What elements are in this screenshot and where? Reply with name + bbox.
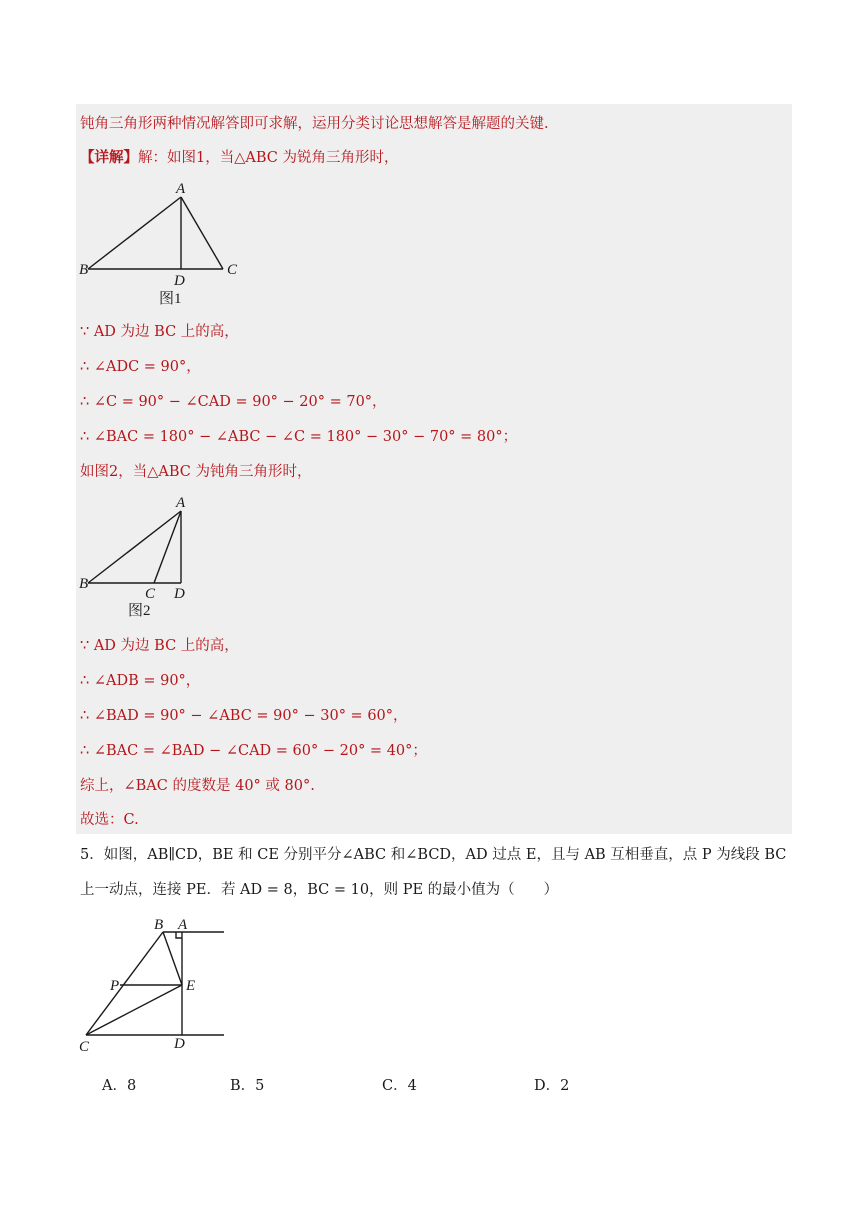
segment-ce xyxy=(86,985,182,1035)
option-a[interactable]: A．8 xyxy=(102,1078,137,1094)
question-figure xyxy=(76,914,236,1059)
option-d[interactable]: D．2 xyxy=(534,1078,570,1094)
fig1-label-d: D xyxy=(174,273,185,289)
qfig-label-p: P xyxy=(110,978,120,994)
case1-line-1: ∵ AD 为边 BC 上的高， xyxy=(80,324,239,340)
fig1-label-b: B xyxy=(79,262,89,278)
qfig-label-d: D xyxy=(174,1036,185,1052)
case2-intro: 如图2，当△ABC 为钝角三角形时， xyxy=(80,464,312,480)
fig1-caption: 图1 xyxy=(159,291,182,307)
case1-line-3: ∴ ∠C = 90° − ∠CAD = 90° − 20° = 70°， xyxy=(80,394,387,410)
option-b[interactable]: B．5 xyxy=(230,1078,265,1094)
fig1-side-ac xyxy=(181,197,223,269)
fig2-label-a: A xyxy=(176,495,186,511)
qfig-label-e: E xyxy=(186,978,196,994)
fig2-caption: 图2 xyxy=(128,603,151,619)
option-c[interactable]: C．4 xyxy=(382,1078,417,1094)
fig1-label-c: C xyxy=(227,262,238,278)
qfig-label-c: C xyxy=(79,1039,90,1055)
segment-bc xyxy=(86,932,163,1035)
case2-line-4: ∴ ∠BAC = ∠BAD − ∠CAD = 60° − 20° = 40°； xyxy=(80,743,427,759)
fig1-label-a: A xyxy=(176,181,186,197)
summary-line: 综上，∠BAC 的度数是 40° 或 80°. xyxy=(80,778,315,794)
case2-line-3: ∴ ∠BAD = 90° − ∠ABC = 90° − 30° = 60°， xyxy=(80,708,408,724)
segment-be xyxy=(163,932,182,985)
case1-line-4: ∴ ∠BAC = 180° − ∠ABC − ∠C = 180° − 30° − 70° = 80°； xyxy=(80,429,518,445)
figure-1 xyxy=(76,178,256,308)
question-line-1: 5．如图，AB∥CD，BE 和 CE 分别平分∠ABC 和∠BCD，AD 过点 E，且与 AB 互相垂直，点 P 为线段 BC xyxy=(80,847,787,863)
fig2-label-c: C xyxy=(145,586,156,602)
qfig-label-b: B xyxy=(154,917,164,933)
case1-line-2: ∴ ∠ADC = 90°， xyxy=(80,359,201,375)
figure-2 xyxy=(76,492,256,622)
qfig-label-a: A xyxy=(178,917,188,933)
question-line-2: 上一动点，连接 PE．若 AD = 8，BC = 10，则 PE 的最小值为（ ） xyxy=(80,882,559,898)
fig2-label-b: B xyxy=(79,576,89,592)
detail-text: 解：如图1，当△ABC 为锐角三角形时， xyxy=(138,150,399,166)
answer-line: 故选：C. xyxy=(80,812,139,828)
detail-tag: 【详解】 xyxy=(80,149,138,166)
case2-line-1: ∵ AD 为边 BC 上的高， xyxy=(80,638,239,654)
fig1-side-ab xyxy=(88,197,181,269)
detail-line xyxy=(80,148,398,168)
case2-line-2: ∴ ∠ADB = 90°， xyxy=(80,673,201,689)
fig2-label-d: D xyxy=(174,586,185,602)
solution-intro-line: 钝角三角形两种情况解答即可求解，运用分类讨论思想解答是解题的关键. xyxy=(80,116,549,132)
